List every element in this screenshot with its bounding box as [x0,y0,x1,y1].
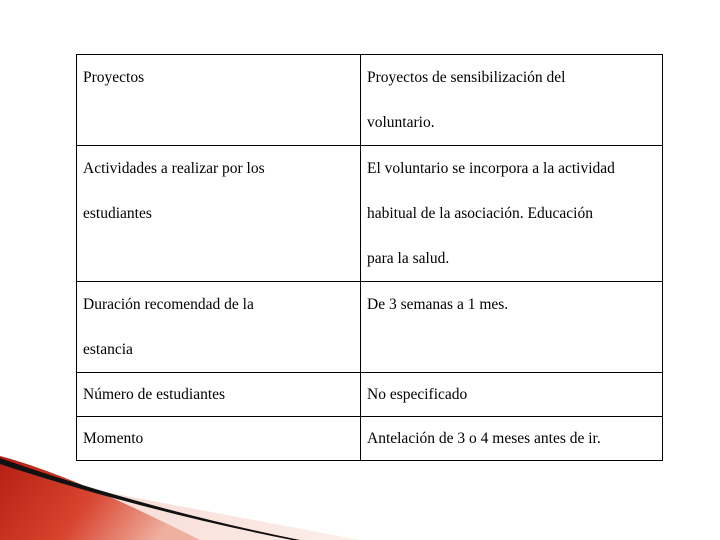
row-value-actividades [361,146,663,282]
info-table [76,54,663,461]
table-row [77,146,663,282]
value-text: De 3 semanas a 1 mes. [367,296,509,313]
row-label-actividades [77,146,361,282]
value-line: habitual de la asociación. Educación [367,205,593,222]
label-line: estancia [83,341,133,358]
label-text: Proyectos [83,69,145,86]
label-line: estudiantes [83,205,152,222]
value-line: para la salud. [367,250,450,267]
corner-swoosh-decoration [0,450,360,540]
value-line: voluntario. [367,114,435,131]
row-label-duracion [77,282,361,373]
row-value-momento [361,417,663,461]
label-text: Número de estudiantes [83,386,226,403]
value-text: Antelación de 3 o 4 meses antes de ir. [367,430,601,447]
label-line: Duración recomendad de la [83,296,254,313]
row-value-numero [361,373,663,417]
row-label-numero [77,373,361,417]
value-line: El voluntario se incorpora a la actividad [367,160,615,177]
value-line: Proyectos de sensibilización del [367,69,566,86]
table-row [77,55,663,146]
table-row [77,373,663,417]
row-label-proyectos [77,55,361,146]
label-line: Actividades a realizar por los [83,160,265,177]
table-row [77,282,663,373]
value-text: No especificado [367,386,468,403]
label-text: Momento [83,430,144,447]
row-value-duracion [361,282,663,373]
row-value-proyectos [361,55,663,146]
